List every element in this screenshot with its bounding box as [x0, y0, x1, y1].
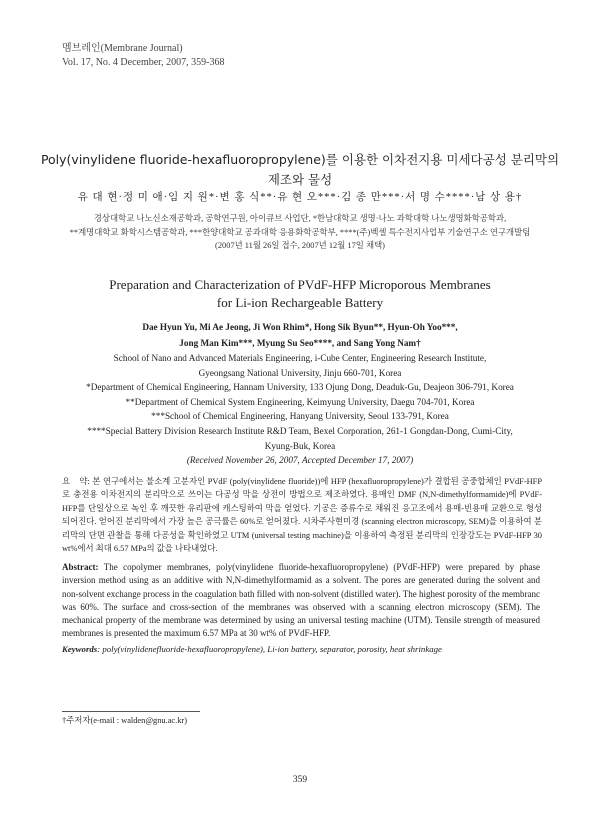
- korean-dates: (2007년 11월 26일 접수, 2007년 12월 17일 채택): [215, 241, 385, 250]
- english-authors: [30, 320, 570, 351]
- english-abstract-text: The copolymer membranes, poly(vinylidene fluoride-hexafluoropropylene) (PVdF-HFP) were prepared by phase inversion method using as an additive with N,N-dimethylformamid as a solvent. The pores are generated during the solvent and non-solvent exchange process in the coagulation bath filled with non-solvent (distilled water). The highest porosity of the membranc was 60%. The surface and cross-section of the membranes was observed with a scanning electron microscopy (SEM). The mechanical property of the membrane was determined by using an universal testing machine (UTM). Tensile strength of measured membranes is presented the maximum 6.57 MPa at 30 wt% of PVdF-HFP.: [62, 562, 541, 639]
- affiliation-line: School of Nano and Advanced Materials Engineering, i-Cube Center, Engineering Research Institute,: [113, 353, 487, 363]
- korean-title-line1: Poly(vinylidene fluoride-hexafluoropropylene)를 이용한 이차전지용 미세다공성 분리막의: [40, 152, 560, 167]
- korean-title-line2: 제조와 물성: [267, 172, 333, 187]
- korean-authors: 유 대 현·정 미 애·임 지 원*·변 홍 식**·유 현 오***·김 종 만***·서 명 수****·남 상 용†: [77, 192, 523, 203]
- footnote-divider: [62, 711, 200, 712]
- journal-volume: Vol. 17, No. 4 December, 2007, 359-368: [62, 57, 225, 68]
- affiliation-line: **Department of Chemical System Engineering, Keimyung University, Daegu 704-701, Korea: [125, 396, 475, 407]
- keywords-text: : poly(vinylidenefluoride-hexafluoropropylene), Li-ion battery, separator, porosity, heat shrinkage: [97, 644, 442, 654]
- korean-title: [30, 150, 570, 190]
- affiliation-line: *Department of Chemical Engineering, Hannam University, 133 Ojung Dong, Deaduk-Gu, Deajeon 306-791, Korea: [86, 382, 514, 393]
- english-title-line1: Preparation and Characterization of PVdF-HFP Microporous Membranes: [109, 277, 491, 292]
- affiliation-line: ****Special Battery Division Research Institute R&D Team, Bexel Corporation, 261-1 Gongdan-Dong, Cumi-City,: [87, 425, 513, 436]
- korean-affiliation-line2: **계명대학교 화학시스템공학과, ***한양대학교 공과대학 응용화학공학부, ****(주)벡셀 특수전지사업부 기술연구소 연구개발팀: [69, 227, 531, 237]
- affiliation-line: Gyeongsang National University, Jinju 660-701, Korea: [198, 367, 402, 378]
- korean-affiliations: [30, 212, 570, 253]
- journal-header: [62, 42, 224, 70]
- korean-affiliation-line1: 경상대학교 나노신소재공학과, 공학연구원, 아이큐브 사업단, *한남대학교 생명·나노 과학대학 나노생명화학공학과,: [93, 214, 507, 223]
- english-authors-line1: Dae Hyun Yu, Mi Ae Jeong, Ji Won Rhim*, Hong Sik Byun**, Hyun-Oh Yoo***,: [142, 322, 458, 332]
- journal-name: 멤브레인(Membrane Journal): [62, 43, 183, 54]
- english-title: [30, 276, 570, 312]
- keywords-label: Keywords: [62, 644, 98, 654]
- english-abstract: [62, 561, 540, 641]
- keywords: [62, 643, 542, 656]
- english-abstract-label: Abstract:: [62, 562, 99, 572]
- footnote: †주저자(e-mail : walden@gnu.ac.kr): [62, 716, 187, 725]
- korean-abstract-text: 본 연구에서는 불소계 고분자인 PVdF (poly(vinylidene fluoride))에 HFP (hexafluoropropylene)가 결합된 공중합체인 PVdF-HFP로 충전용 이차전지의 분리막으로 쓰이는 다공성 막을 상전이 방법으로 제조하였다. 용매인 DMF (N,N-dimethylformamide)에 PVdF-HFP를 단일상으로 녹인 후 깨끗한 유리판에 캐스팅하여 막을 얻었다. 기공은 증류수로 채워진 응고조에서 용매-빈용매 교환으로 형성되어진다. 얻어진 분리막에서 가장 높은 공극률은 60%로 얻어졌다. 시차주사현미경 (scanning electron microscopy, SEM)을 이용하여 분리막의 단면 관찰을 통해 다공성을 확인하였고 UTM (universal testing machine)을 이용하여 측정된 분리막의 인장강도는 PVdF-HFP 30 wt%에서 최대 6.57 MPa의 값을 나타내었다.: [62, 477, 542, 554]
- english-authors-line2: Jong Man Kim***, Myung Su Seo****, and Sang Yong Nam†: [179, 337, 421, 348]
- page-number: 359: [292, 775, 308, 785]
- korean-abstract: [62, 475, 542, 555]
- korean-abstract-label: 요 약:: [62, 477, 90, 486]
- affiliation-line: Kyung-Buk, Korea: [264, 440, 336, 451]
- english-affiliations: [40, 351, 560, 468]
- english-title-line2: for Li-ion Rechargeable Battery: [216, 295, 384, 310]
- received-dates: (Received November 26, 2007, Accepted December 17, 2007): [186, 455, 414, 466]
- affiliation-line: ***School of Chemical Engineering, Hanyang University, Seoul 133-791, Korea: [151, 411, 449, 422]
